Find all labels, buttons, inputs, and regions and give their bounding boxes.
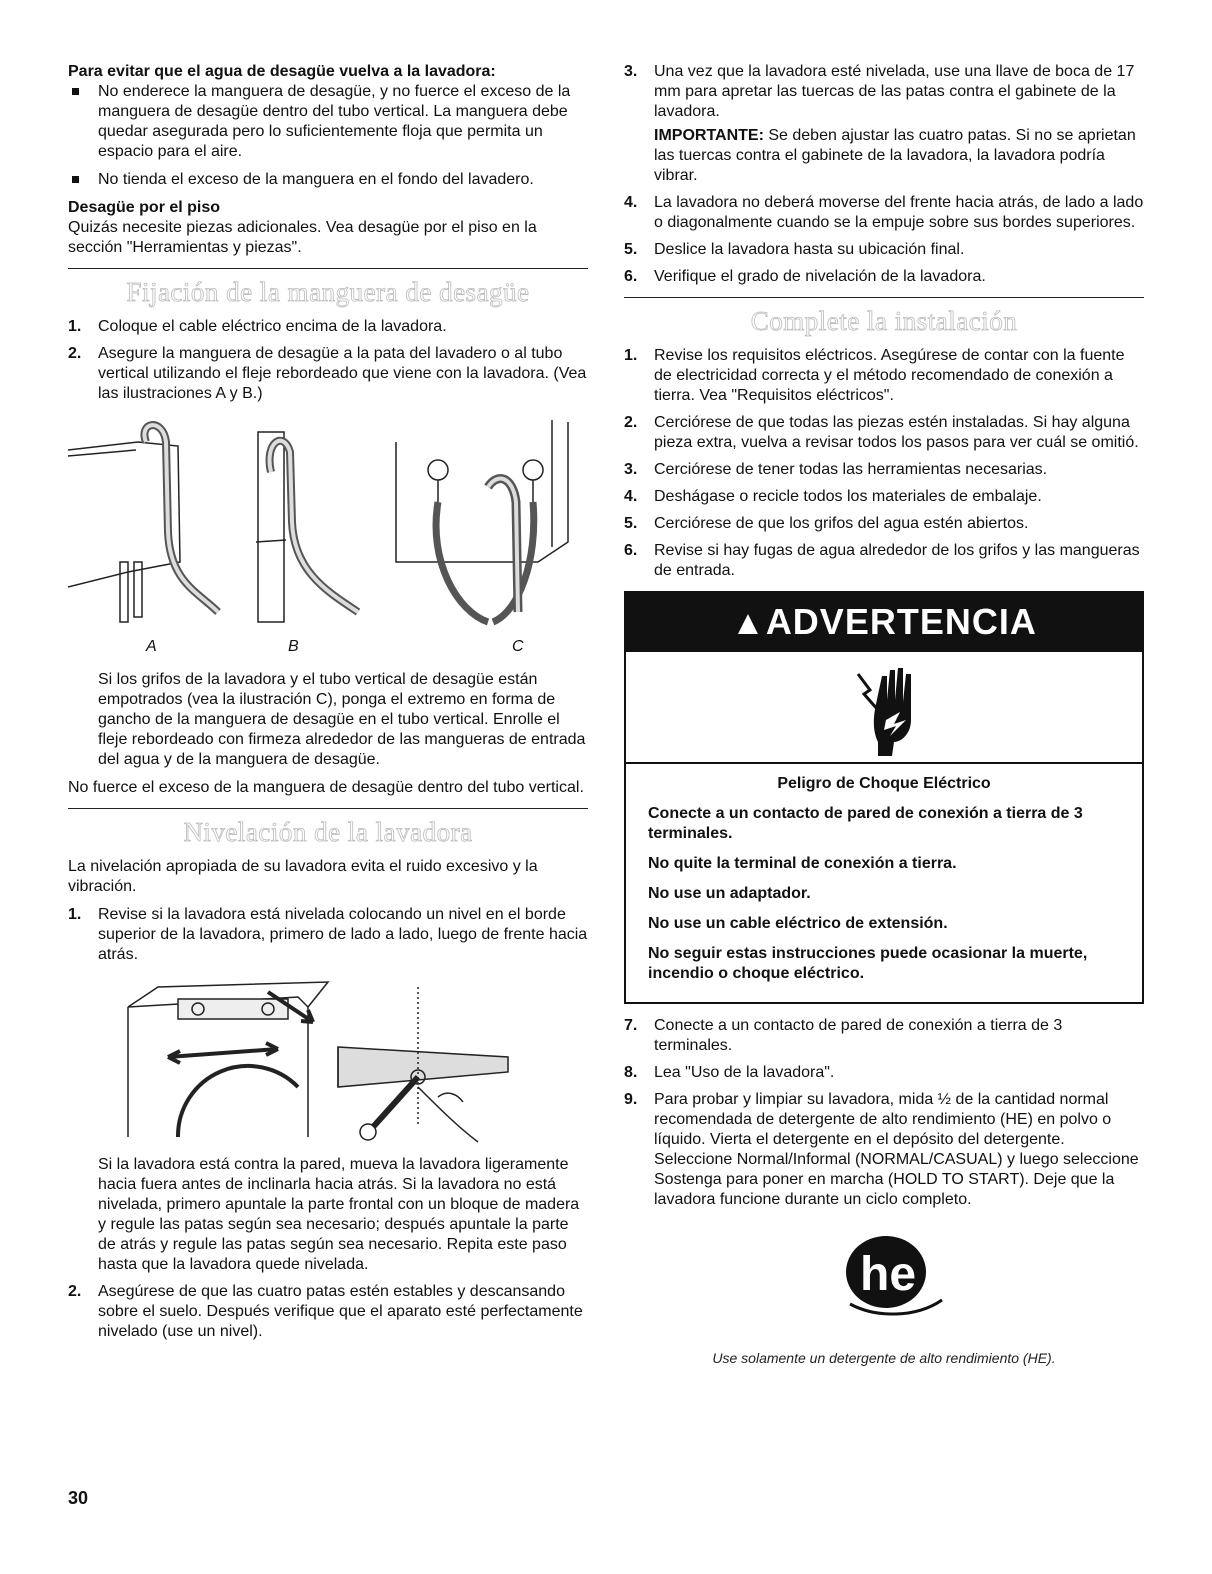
floor-drain-text: Quizás necesite piezas adicionales. Vea desagüe por el piso en la sección "Herramientas y piezas". xyxy=(68,219,537,256)
drain-heading: Para evitar que el agua de desagüe vuelva a la lavadora: xyxy=(68,63,496,80)
warning-body xyxy=(626,764,1142,1002)
page-number: 30 xyxy=(68,1488,89,1508)
floor-drain-heading: Desagüe por el piso xyxy=(68,199,221,216)
drain-hose-warning-text: No fuerce el exceso de la manguera de desagüe dentro del tubo vertical. xyxy=(68,779,584,796)
list-item: 9. Para probar y limpiar su lavadora, mida ½ de la cantidad normal recomendada de detergente de alto rendimiento (HE) en polvo o líquido. Vierta el detergente en el depósito del detergente. Seleccione Normal/Informal (NORMAL/CASUAL) y luego seleccione Sostenga para poner en marcha (HOLD TO START). Deje que la lavadora funcione durante un ciclo completo. xyxy=(624,1091,1139,1208)
list-item: 7. Conecte a un contacto de pared de conexión a tierra de 3 terminales. xyxy=(624,1017,1063,1054)
drain-hose-steps xyxy=(68,317,588,404)
list-item: 1. Revise si la lavadora está nivelada colocando un nivel en el borde superior de la lavadora, primero de lado a lado, luego de frente hacia atrás. Si la lavadora está contra la pared, mueva la lavadora ligeramente hacia fuera antes de inclinarla hacia atrás. Si la lavadora no está nivelada, primero apuntale la parte frontal con un bloque de madera y regule las patas según sea necesario; después apuntale la parte de atrás y regule las patas según sea necesario. Repita este paso hasta que la lavadora quede nivelada. xyxy=(68,906,588,1273)
shock-hazard-symbol xyxy=(626,652,1142,762)
leveling-steps xyxy=(68,905,588,1342)
section-title-leveling: Nivelación de la lavadora xyxy=(183,817,473,847)
leveling-illustration-image xyxy=(98,977,548,1147)
list-item: 2. Asegure la manguera de desagüe a la pata del lavadero o al tubo vertical utilizando el fleje rebordeado que viene con la lavadora. (Vea las ilustraciones A y B.) xyxy=(68,345,587,402)
electric-shock-hand-icon xyxy=(626,652,1142,764)
leveling-steps-continued xyxy=(624,62,1144,287)
list-item: 5. Cerciórese de que los grifos del agua estén abiertos. xyxy=(624,515,1029,532)
warning-line: No use un cable eléctrico de extensión. xyxy=(648,915,948,932)
drain-bullet-list xyxy=(68,82,588,190)
drain-hose-illustration-image xyxy=(68,412,588,637)
complete-installation-steps xyxy=(624,346,1144,581)
list-item: 4. Deshágase o recicle todos los materiales de embalaje. xyxy=(624,488,1042,505)
he-logo-text: he xyxy=(860,1248,917,1301)
list-item: No tienda el exceso de la manguera en el fondo del lavadero. xyxy=(68,170,588,190)
right-column xyxy=(624,62,1144,1368)
important-note: IMPORTANTE: Se deben ajustar las cuatro patas. Si no se aprietan las tuercas contra el gabinete de la lavadora, la lavadora podría vibrar. xyxy=(654,127,1136,184)
warning-header xyxy=(626,593,1142,652)
divider xyxy=(624,297,1144,298)
hazard-title: Peligro de Choque Eléctrico xyxy=(777,775,991,792)
warning-line: No use un adaptador. xyxy=(648,885,811,902)
figure-label-a: A xyxy=(146,638,157,655)
recessed-faucets-text: Si los grifos de la lavadora y el tubo vertical de desagüe están empotrados (vea la ilustración C), ponga el extremo en forma de gancho de la manguera de desagüe en el tubo vertical. Enrolle el fleje rebordeado con firmeza alrededor de las mangueras de entrada del agua y de la manguera de desagüe. xyxy=(98,671,586,768)
leveling-illustration xyxy=(98,977,588,1147)
list-item: No enderece la manguera de desagüe, y no fuerce el exceso de la manguera de desagüe dentro del tubo vertical. La manguera debe quedar asegurada pero lo suficientemente floja que permita un espacio para el aire. xyxy=(68,82,588,162)
list-item: 5. Deslice la lavadora hasta su ubicación final. xyxy=(624,241,965,258)
drain-hose-illustrations xyxy=(68,412,588,662)
warning-box xyxy=(624,591,1144,1004)
figure-label-c: C xyxy=(512,638,524,655)
list-item: 3. Una vez que la lavadora esté nivelada, use una llave de boca de 17 mm para apretar las tuercas de las patas contra el gabinete de la lavadora. IMPORTANTE: Se deben ajustar las cuatro patas. Si no se aprietan las tuercas contra el gabinete de la lavadora, la lavadora podría vibrar. xyxy=(624,62,1144,186)
warning-line: No quite la terminal de conexión a tierra. xyxy=(648,855,957,872)
warning-title: ADVERTENCIA xyxy=(765,601,1037,642)
section-title-complete-installation: Complete la instalación xyxy=(750,306,1018,336)
warning-triangle-icon: ▲ xyxy=(731,604,766,642)
final-steps xyxy=(624,1016,1144,1210)
list-item: 2. Cerciórese de que todas las piezas estén instaladas. Si hay alguna pieza extra, vuelva a revisar todos los pasos para ver cuál se omitió. xyxy=(624,414,1139,451)
list-item: 8. Lea "Uso de la lavadora". xyxy=(624,1064,835,1081)
list-item: 1. Coloque el cable eléctrico encima de la lavadora. xyxy=(68,318,447,335)
leveling-step1-detail: Si la lavadora está contra la pared, mueva la lavadora ligeramente hacia fuera antes de inclinarla hacia atrás. Si la lavadora no está nivelada, primero apuntale la parte frontal con un bloque de madera y regule las patas según sea necesario; después apuntale la parte de atrás y regule las patas según sea necesario. Repita este paso hasta que la lavadora quede nivelada. xyxy=(98,1156,580,1273)
list-item: 6. Verifique el grado de nivelación de la lavadora. xyxy=(624,268,986,285)
figure-label-b: B xyxy=(288,638,299,655)
list-item: 2. Asegúrese de que las cuatro patas estén estables y descansando sobre el suelo. Después verifique que el aparato esté perfectamente nivelado (use un nivel). xyxy=(68,1283,583,1340)
he-caption: Use solamente un detergente de alto rendimiento (HE). xyxy=(712,1350,1056,1366)
list-item: 4. La lavadora no deberá moverse del frente hacia atrás, de lado a lado o diagonalmente cuando se la empuje sobre sus bordes superiores. xyxy=(624,194,1144,231)
he-logo-icon xyxy=(624,1232,1144,1322)
list-item: 6. Revise si hay fugas de agua alrededor de los grifos y las mangueras de entrada. xyxy=(624,542,1140,579)
list-item: 3. Cerciórese de tener todas las herramientas necesarias. xyxy=(624,461,1048,478)
divider xyxy=(68,808,588,809)
divider xyxy=(68,268,588,269)
left-column xyxy=(68,62,588,1350)
section-title-drain-hose: Fijación de la manguera de desagüe xyxy=(126,277,530,307)
leveling-intro: La nivelación apropiada de su lavadora evita el ruido excesivo y la vibración. xyxy=(68,858,538,895)
he-logo-block xyxy=(624,1232,1144,1342)
warning-line: No seguir estas instrucciones puede ocasionar la muerte, incendio o choque eléctrico. xyxy=(648,945,1088,982)
list-item: 1. Revise los requisitos eléctricos. Asegúrese de contar con la fuente de electricidad correcta y el método recomendado de conexión a tierra. Vea "Requisitos eléctricos". xyxy=(624,347,1125,404)
warning-line: Conecte a un contacto de pared de conexión a tierra de 3 terminales. xyxy=(648,805,1083,842)
